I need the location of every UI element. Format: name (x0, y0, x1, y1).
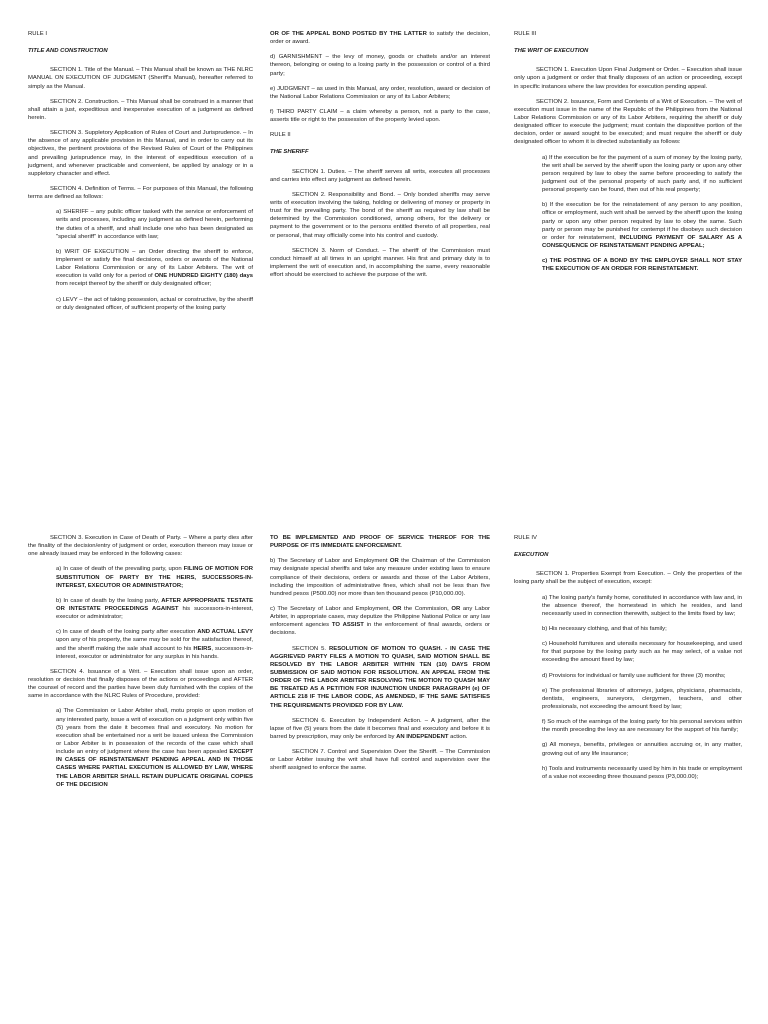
paragraph (270, 534, 490, 550)
text-run: b) WRIT OF EXECUTION – an Order directing the sheriff to enforce, implement or satisfy the final decisions, orders or awards of the National Labor Relations Commission or any of its Labor Arbiters. The writ of execution is valid only for a period of (56, 248, 255, 280)
list-item (542, 765, 742, 781)
bold-text: OR OF THE APPEAL BOND POSTED BY THE LATTER (270, 31, 427, 37)
bold-text: AND ACTUAL LEVY (197, 629, 253, 636)
bold-text: RESOLUTION OF MOTION TO QUASH. - IN CASE THE AGGRIEVED PARTY FILES A MOTION TO QUASH, SAID MOTION SHALL BE RESOLVED BY THE LABOR ARBITER WITHIN TEN (10) DAYS FROM SUBMISSION OF SAID MOTION FOR RESOLUTION. AN APPEAL FROM THE ORDER OF THE LABOR ARBITER RESOLVING THE MOTION TO QUASH MAY BE TREATED AS A PETITION FOR INJUNCTION UNDER PARAGRAPH (e) OF ARTICLE 218 IF THE LABOR CODE, AS AMENDED, IF THE SAME SATISFIES THE REQUIREMENTS PROVIDED FOR BY LAW. (270, 645, 492, 709)
panel-0 (28, 30, 253, 319)
text-run: SECTION 2. Responsibility and Bond. – Only bonded sheriffs may serve writs of execution involving the taking, holding or delivering of money or property in trust for the prevailing party. The bond of the sheriff as required by law shall be determined by the Commission conditioned, among others, for the delivery or payment to the government or to the persons entitled thereto of all properties, real or personal, that may officially come into his control and custody. (270, 191, 492, 239)
list-item (542, 687, 742, 711)
list-item (56, 248, 253, 289)
rule-heading (514, 30, 742, 38)
text-run: a) If the execution be for the payment of a sum of money by the losing party, the writ shall be served by the sheriff upon the losing party or upon any other person required by law to obey the same before proceeding to satisfy the judgment out of the personal property of such party and, if no sufficient personal property can be found, then out of his real property; (542, 154, 744, 194)
text-run: f) THIRD PARTY CLAIM – a claim whereby a person, not a party to the case, asserts title or right to the possession of the property levied upon. (270, 108, 492, 124)
text-run: the Commission, (401, 605, 452, 612)
section-paragraph (270, 748, 490, 772)
bold-text: FILING OF MOTION FOR SUBSTITUTION OF PARTY BY THE HEIRS, SUCCESSORS-IN-INTEREST, EXECUTOR OR ADMINISTRATOR; (56, 566, 255, 589)
section-paragraph (270, 717, 490, 741)
text-run: a) SHERIFF – any public officer tasked with the service or enforcement of writs and processes, including any judgment as defined herein, performing the duties of a sheriff, and shall include one who has been designated as "special sheriff" in accordance with law; (56, 209, 255, 240)
text-run: any Labor Arbiter, in appropriate cases, may deputize the Philippine National Police or any law enforcement agencies (270, 605, 492, 629)
list-item (542, 594, 742, 618)
rule-title (270, 148, 490, 156)
list-item (542, 257, 742, 273)
text-run: b) In case of death by the losing party, (56, 597, 162, 604)
section-paragraph (270, 247, 490, 280)
text-run: action. (448, 733, 468, 740)
rule-heading (270, 131, 490, 139)
text-run: b) If the execution be for the reinstatement of any person to any position, office or employment, such writ shall be served by the sheriff upon the losing party or upon any other person required by law to obey the same. Such party or person may be punished for contempt if he disobeys such decision or order for reinstatement, (542, 202, 744, 241)
text-run: RULE III (514, 31, 537, 37)
rule-title (514, 551, 742, 559)
list-item (542, 625, 742, 633)
text-run: e) The professional libraries of attorneys, judges, physicians, pharmacists, dentists, engineers, surveyors, clergymen, teachers, and other professionals, not exceeding the amount fixed by law; (542, 687, 744, 710)
section-paragraph (28, 66, 253, 90)
text-run: to satisfy the decision, order or award. (270, 31, 492, 46)
text-run: , successors-in-interest, executor or administrator for any surplus in his hands. (56, 645, 253, 660)
section-paragraph (270, 168, 490, 184)
list-item (542, 741, 742, 757)
text-run: his successors-in-interest, executor or administrator; (56, 605, 255, 621)
text-run: c) The Secretary of Labor and Employment, (270, 605, 393, 612)
bold-text: OR (392, 605, 402, 612)
text-run: RULE II (270, 132, 291, 139)
rule-title (28, 47, 253, 55)
rule-title (514, 47, 742, 55)
text-run: c) Household furnitures and utensils necessary for housekeeping, and used for that purpose by the losing party such as he may select, of a value not exceeding the amount fixed by law; (542, 641, 744, 664)
list-item (542, 201, 742, 250)
bold-text: ONE HUNDRED EIGHTY (180) days (154, 273, 253, 280)
list-item (542, 640, 742, 664)
text-run: b) The Secretary of Labor and Employment (270, 558, 390, 565)
paragraph (270, 108, 490, 124)
text-run: SECTION 6. Execution by Independent Action. – A judgment, after the lapse of five (5) years from the date it becomes final and executory and before it is barred by prescription, may only be enforced by (270, 717, 492, 740)
text-run: d) GARNISHMENT – the levy of money, goods or chattels and/or an interest thereon, belonging or owing to a losing party in the possession or control of a third party; (270, 54, 492, 77)
section-paragraph (514, 66, 742, 90)
panel-4 (270, 534, 490, 780)
text-run: RULE IV (514, 535, 537, 541)
bold-text: INCLUDING PAYMENT OF SALARY AS A CONSEQUENCE OF REINSTATEMENT PENDING APPEAL; (542, 234, 744, 249)
paragraph (270, 605, 490, 638)
text-run: SECTION 7. Control and Supervision Over the Sheriff. – The Commission or Labor Arbiter issuing the writ shall have full control and supervision over the sheriff assigned to enforce the same. (270, 749, 492, 772)
text-run: SECTION 4. Issuance of a Writ. – Execution shall issue upon an order, resolution or decision that finally disposes of the actions or proceedings and AFTER the counsel of record and the parties have been duly furnished with the copies of the same in accordance with the NLRC Rules of Procedure, provided: (28, 668, 255, 700)
panel-3 (28, 534, 253, 796)
section-paragraph (28, 129, 253, 178)
panel-5 (514, 534, 742, 788)
bold-text: OR (451, 605, 461, 612)
text-run: RULE I (28, 31, 47, 37)
text-run: SECTION 5. (292, 645, 330, 652)
text-run: h) Tools and instruments necessarily used by him in his trade or employment of a value not exceeding three thousand pesos (P3,000.00); (542, 765, 744, 780)
section-paragraph (28, 534, 253, 558)
bold-text: OR (389, 558, 399, 565)
text-run: SECTION 1. Title of the Manual. – This Manual shall be known as THE NLRC MANUAL ON EXECUTION OF JUDGMENT (Sheriff's Manual), hereafter referred to simply as the Manual. (28, 67, 255, 90)
section-paragraph (270, 645, 490, 710)
text-run: c) In case of death of the losing party after execution (56, 629, 198, 636)
section-paragraph (28, 668, 253, 701)
text-run: SECTION 1. Execution Upon Final Judgment or Order. – Execution shall issue only upon a judgment or order that finally disposes of an action or proceeding, except in specific instances where the law provides for execution pending appeal. (514, 67, 744, 90)
text-run: THE SHERIFF (270, 149, 309, 156)
text-run: from receipt thereof by the sheriff or duly designated officer; (56, 273, 255, 288)
text-run: c) LEVY – the act of taking possession, actual or constructive, by the sheriff or duly designated officer, of sufficient property of the losing party (56, 296, 255, 311)
text-run: the Chairman of the Commission may designate special sheriffs and take any measure under existing laws to ensure compliance of their decisions, orders or awards and those of the Labor Arbiters, including the imposition of administrative fines, which shall not be less than five hundred pesos (P500.00) nor more than ten thousand pesos (P10,000.00). (270, 558, 492, 597)
text-run: TITLE AND CONSTRUCTION (28, 48, 108, 55)
rule-heading (514, 534, 742, 542)
section-paragraph (270, 191, 490, 240)
bold-text: EXCEPT IN CASES OF REINSTATEMENT PENDING APPEAL AND IN THOSE CASES WHERE PARTIAL EXECUTION IS ALLOWED BY LAW, WHERE THE LABOR ARBITER SHALL RETAIN DUPLICATE ORIGINAL COPIES OF THE DECISION (56, 749, 255, 788)
text-run: SECTION 1. Properties Exempt from Execution. – Only the properties of the losing party shall be the subject of execution, except: (514, 571, 744, 586)
list-item (56, 296, 253, 312)
panel-2 (514, 30, 742, 280)
text-run: in the enforcement of final awards, orders or decisions. (270, 622, 492, 637)
list-item (56, 565, 253, 589)
text-run: SECTION 2. Issuance, Form and Contents of a Writ of Execution. – The writ of execution must issue in the name of the Republic of the Philippines from the National Labor Relations Commission or any of its Labor Arbiters, requiring the sheriff or duly designated officer to execute the judgment; must contain the dispositive portion of the decision, order or award sought to be executed; and must require the sheriff or duly designated officer to whom it is directed substantially as follows: (514, 98, 744, 146)
section-paragraph (514, 570, 742, 586)
text-run: SECTION 2. Construction. – This Manual shall be construed in a manner that shall attain a just, expeditious and inexpensive execution of a judgment as defined herein. (28, 98, 255, 121)
text-run: SECTION 4. Definition of Terms. – For purposes of this Manual, the following terms are defined as follows: (28, 185, 255, 201)
text-run: b) His necessary clothing, and that of his family; (542, 625, 667, 632)
text-run: a) The losing party's family home, constituted in accordance with law and, in the absence thereof, the homestead in which he resides, and land necessarily used in connection therewith, subject to the limits fixed by law; (542, 594, 744, 617)
list-item (56, 628, 253, 661)
list-item (56, 707, 253, 788)
list-item (56, 597, 253, 621)
bold-text: AFTER APPROPRIATE TESTATE OR INTESTATE PROCEEDINGS AGAINST (56, 597, 255, 612)
rule-heading (28, 30, 253, 38)
text-run: SECTION 3. Norm of Conduct. – The sheriff of the Commission must conduct himself at all times in an upright manner. His first and primary duty is to implement the writ of execution and, in accomplishing the same, every reasonable effort should be exercised to achieve the purpose of the writ. (270, 247, 492, 279)
text-run: SECTION 3. Execution in Case of Death of Party. – Where a party dies after the finality of the decision/entry of judgment or order, execution thereon may issue or one already issued may be enforced in the following cases: (28, 535, 255, 558)
paragraph (270, 557, 490, 598)
text-run: SECTION 1. Duties. – The sheriff serves all writs, executes all processes and carries into effect any judgment as defined herein. (270, 168, 492, 183)
paragraph (270, 53, 490, 77)
section-paragraph (28, 185, 253, 201)
list-item (56, 208, 253, 241)
bold-text: TO BE IMPLEMENTED AND PROOF OF SERVICE THEREOF FOR THE PURPOSE OF ITS IMMEDIATE ENFORCEMENT. (270, 535, 492, 550)
list-item (542, 672, 742, 680)
section-paragraph (514, 98, 742, 147)
bold-text: AN INDEPENDENT (396, 733, 449, 740)
paragraph (270, 30, 490, 46)
text-run: d) Provisions for individual or family use sufficient for three (3) months; (542, 672, 726, 679)
panel-1 (270, 30, 490, 286)
section-paragraph (28, 98, 253, 122)
text-run: f) So much of the earnings of the losing party for his personal services within the month preceding the levy as are necessary for the support of his family; (542, 719, 744, 734)
bold-text: HEIRS (193, 645, 212, 652)
text-run: g) All moneys, benefits, privileges or annuities accruing or, in any matter, growing out of any life insurance; (542, 742, 744, 757)
paragraph (270, 85, 490, 101)
text-run: SECTION 3. Suppletory Application of Rules of Court and Jurisprudence. – In the absence of any applicable provision in this Manual, and in order to carry out its objectives, the pertinent provisions of the Revised Rules of Court of the Philippines and prevailing jurisprudence may, in the interest of expeditious execution of a judgment, and whenever practicable and convenient, be applied by analogy or in a suppletory character and effect. (28, 130, 255, 177)
bold-text: TO ASSIST (331, 622, 364, 629)
text-run: a) In case of death of the prevailing party, upon (56, 566, 184, 573)
text-run: EXECUTION (514, 552, 549, 559)
text-run: e) JUDGMENT – as used in this Manual, any order, resolution, award or decision of the National Labor Relations Commission or any of its Labor Arbiters; (270, 85, 492, 100)
text-run: a) The Commission or Labor Arbiter shall, motu propio or upon motion of any interested party, issue a writ of execution on a judgment only within five (5) years from the date it becomes final and executory. No motion for execution shall be entertained nor a writ be issued unless the Commission or Labor Arbiter is in possession of the records of the case which shall include an entry of judgment where the case has been appealed (56, 708, 255, 756)
list-item (542, 154, 742, 195)
text-run: THE WRIT OF EXECUTION (514, 48, 589, 55)
bold-text: c) THE POSTING OF A BOND BY THE EMPLOYER SHALL NOT STAY THE EXECUTION OF AN ORDER FOR REINSTATEMENT. (542, 258, 744, 273)
text-run: upon any of his property, the same may be sold for the satisfaction thereof, and the sheriff making the sale shall account to his (56, 629, 255, 652)
list-item (542, 718, 742, 734)
